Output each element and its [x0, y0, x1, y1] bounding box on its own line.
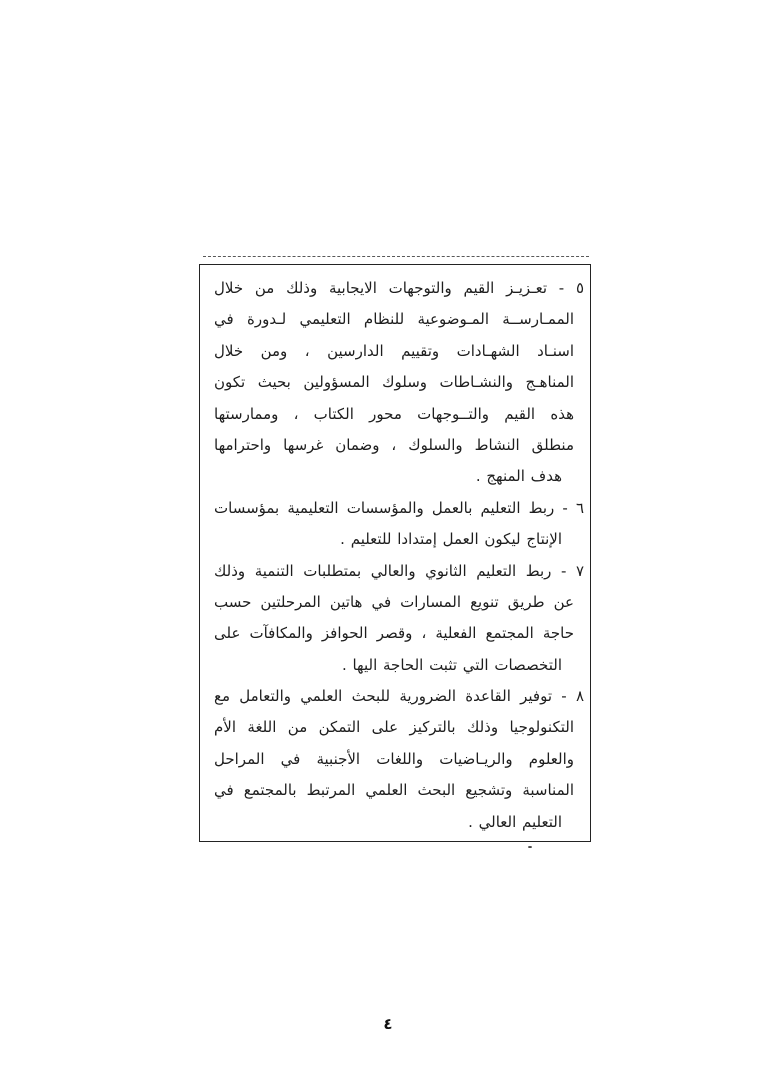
list-item-line: عن طريق تنويع المسارات في هاتين المرحلتين حسب — [214, 592, 574, 611]
list-item-line: هدف المنهج . — [475, 467, 562, 486]
list-item-8 — [214, 681, 584, 838]
list-item-line: اسنـاد الشهـادات وتقييم الدارسين ، ومن خلال — [214, 341, 574, 360]
list-item-line: المناسبة وتشجيع البحث العلمي المرتبط بالمجتمع في — [214, 781, 574, 800]
list-item-line: حاجة المجتمع الفعلية ، وقصر الحوافز والمكافآت على — [214, 624, 574, 643]
scan-speck — [528, 846, 532, 848]
text-box — [199, 264, 591, 842]
list-item-line: ٧ - ربط التعليم الثانوي والعالي بمتطلبات التنمية وذلك — [214, 561, 584, 580]
list-item-line: والعلوم والريـاضيات واللغات الأجنبية في المراحل — [214, 749, 574, 768]
list-item-line: ٥ - تعـزيـز القيم والتوجهات الايجابية وذلك من خلال — [214, 279, 584, 297]
list-item-line: ٨ - توفير القاعدة الضرورية للبحث العلمي والتعامل مع — [214, 687, 584, 706]
list-item-6 — [214, 493, 584, 556]
list-item-line: منطلق النشاط والسلوك ، وضمان غرسها واحترامها — [214, 435, 574, 454]
list-item-line: التخصصات التي تثبت الحاجة اليها . — [341, 655, 562, 674]
list-item-line: المناهـج والنشـاطات وسلوك المسؤولين بحيث تكون — [214, 373, 574, 392]
list-item-5 — [214, 273, 584, 493]
list-item-7 — [214, 556, 584, 682]
list-item-line: هذه القيم والتــوجهات محور الكتاب ، وممارستها — [214, 404, 574, 423]
page-number: ٤ — [383, 1015, 393, 1033]
list-item-line: ٦ - ربط التعليم بالعمل والمؤسسات التعليمية بمؤسسات — [214, 498, 584, 517]
list-item-line: التكنولوجيا وذلك بالتركيز على التمكن من اللغة الأم — [214, 718, 574, 737]
scan-artifact-line — [203, 256, 589, 257]
list-item-line: التعليم العالي . — [468, 812, 562, 831]
list-item-line: الممـارســة المـوضوعية للنظام التعليمي لـدورة في — [214, 310, 574, 329]
list-item-line: الإنتاج ليكون العمل إمتدادا للتعليم . — [340, 530, 562, 549]
